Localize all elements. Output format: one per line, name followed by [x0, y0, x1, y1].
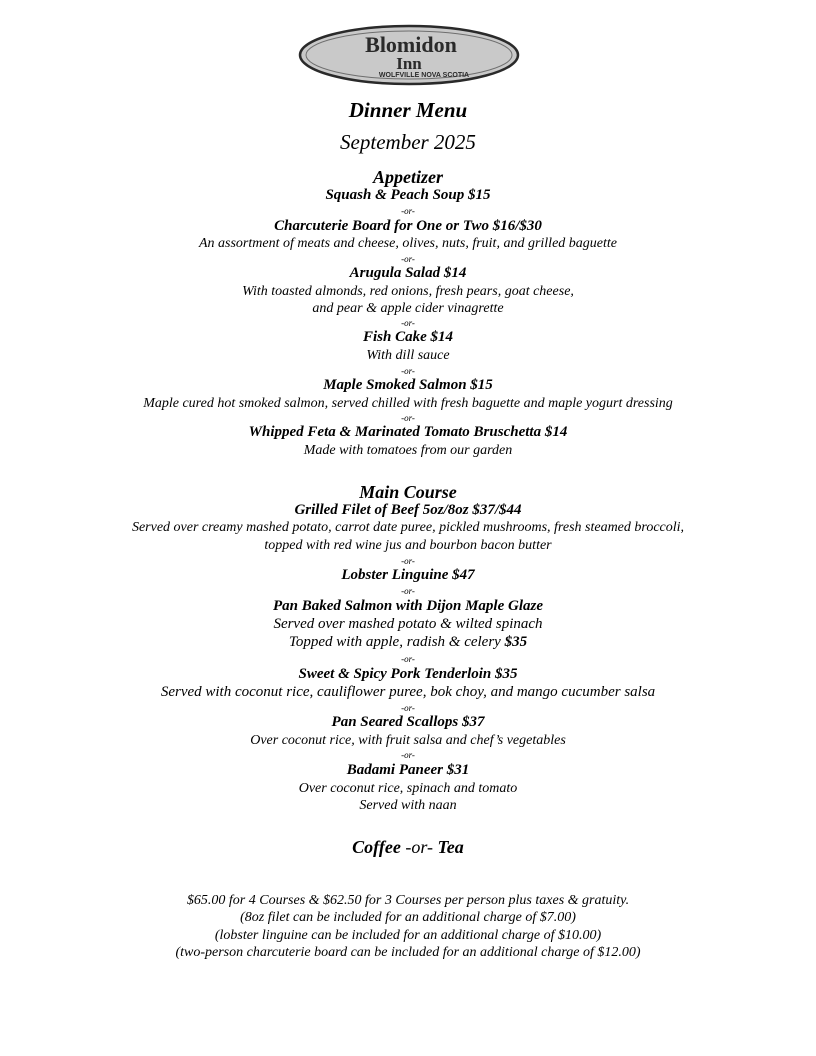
svg-text:Blomidon: Blomidon [365, 32, 457, 57]
or-separator: -or- [401, 703, 415, 713]
coffee-or-tea [0, 837, 816, 858]
menu-item-description [0, 634, 816, 651]
or-separator: -or- [401, 206, 415, 216]
menu-item-name: Pan Baked Salmon with Dijon Maple Glaze [272, 598, 544, 614]
pricing-note: $65.00 for 4 Courses & $62.50 for 3 Courses per person plus taxes & gratuity. [186, 893, 630, 908]
or-separator: -or- [401, 254, 415, 264]
or-separator: -or- [401, 413, 415, 423]
menu-date: September 2025 [340, 130, 476, 154]
menu-item-description: and pear & apple cider vinagrette [312, 301, 504, 316]
svg-text:WOLFVILLE NOVA SCOTIA: WOLFVILLE NOVA SCOTIA [378, 72, 470, 79]
menu-item-name: Whipped Feta & Marinated Tomato Bruschetta $14 [248, 424, 568, 440]
pricing-note: (8oz filet can be included for an additional charge of $7.00) [240, 910, 576, 925]
menu-item-description: Served with naan [359, 798, 457, 813]
menu-title: Dinner Menu [348, 98, 468, 122]
menu-item-name: Pan Seared Scallops $37 [331, 714, 485, 730]
pricing-note: (lobster linguine can be included for an additional charge of $10.00) [214, 928, 602, 943]
or-separator: -or- [401, 366, 415, 376]
or-separator: -or- [401, 654, 415, 664]
or-separator: -or- [401, 556, 415, 566]
or-separator: -or- [401, 586, 415, 596]
menu-item-description: Served over creamy mashed potato, carrot date puree, pickled mushrooms, fresh steamed broccoli, [131, 520, 685, 535]
menu-item-name: Arugula Salad $14 [349, 265, 467, 281]
menu-item-description-text: Topped with apple, radish & celery [288, 634, 501, 650]
blomidon-inn-logo [298, 24, 520, 86]
tea-label: Tea [437, 837, 464, 857]
menu-item-description: With toasted almonds, red onions, fresh pears, goat cheese, [242, 284, 574, 299]
pricing-note: (two-person charcuterie board can be included for an additional charge of $12.00) [175, 945, 641, 960]
menu-item-description: Made with tomatoes from our garden [303, 443, 513, 458]
menu-item-description: Maple cured hot smoked salmon, served chilled with fresh baguette and maple yogurt dressing [143, 396, 673, 411]
menu-item-description: An assortment of meats and cheese, olives, nuts, fruit, and grilled baguette [198, 236, 617, 251]
menu-item-name: Grilled Filet of Beef 5oz/8oz $37/$44 [294, 502, 522, 518]
menu-item-description: Over coconut rice, spinach and tomato [298, 781, 518, 796]
coffee-label: Coffee [352, 837, 401, 857]
main-course-heading: Main Course [359, 482, 457, 502]
menu-item-description: Over coconut rice, with fruit salsa and chef’s vegetables [250, 733, 566, 748]
coffee-or-separator: -or- [400, 837, 438, 857]
or-separator: -or- [401, 750, 415, 760]
menu-item-description: Served over mashed potato & wilted spinach [273, 616, 543, 632]
menu-item-name: Lobster Linguine $47 [341, 567, 475, 583]
menu-item-description: With dill sauce [366, 348, 450, 363]
menu-item-name: Badami Paneer $31 [346, 762, 470, 778]
menu-item-name: Squash & Peach Soup $15 [325, 187, 491, 203]
menu-item-name: Fish Cake $14 [362, 329, 453, 345]
menu-item-name: Charcuterie Board for One or Two $16/$30 [274, 218, 542, 234]
menu-item-price: $35 [504, 634, 528, 650]
menu-item-name: Sweet & Spicy Pork Tenderloin $35 [298, 666, 518, 682]
appetizer-heading: Appetizer [373, 167, 443, 187]
menu-item-name: Maple Smoked Salmon $15 [323, 377, 493, 393]
svg-text:Inn: Inn [396, 54, 422, 73]
or-separator: -or- [401, 318, 415, 328]
menu-item-description: Served with coconut rice, cauliflower puree, bok choy, and mango cucumber salsa [160, 684, 656, 700]
menu-item-description: topped with red wine jus and bourbon bacon butter [264, 538, 552, 553]
